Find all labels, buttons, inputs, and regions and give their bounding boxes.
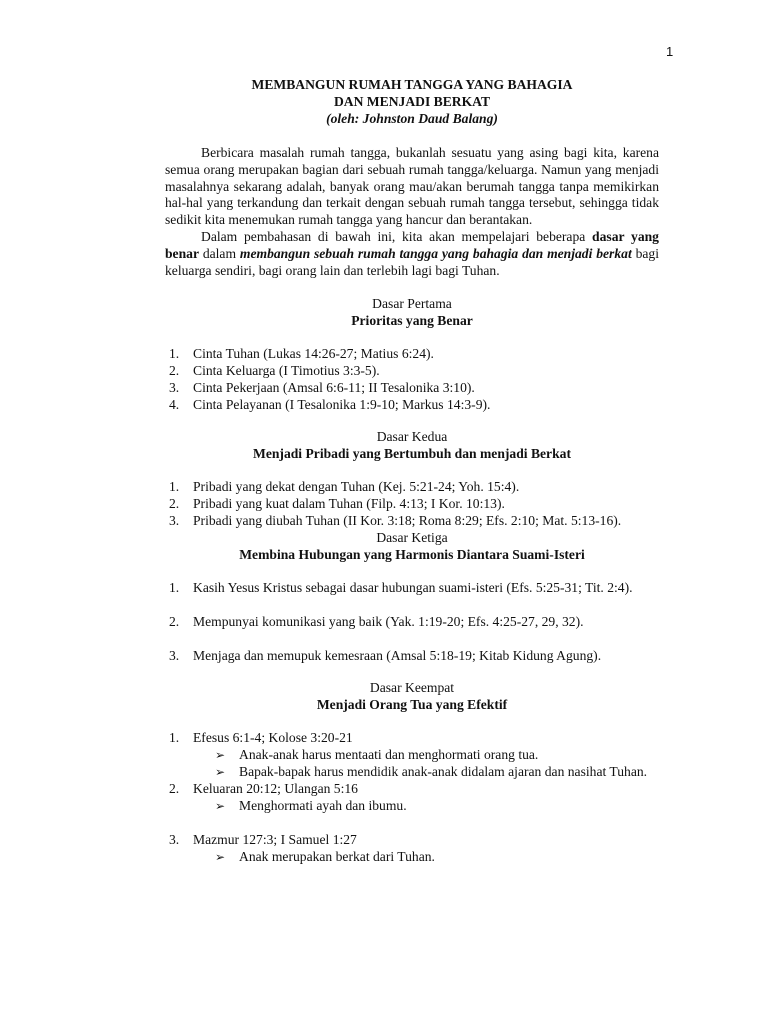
intro-emphasis: dasar yang benar [165,229,659,262]
section-heading [165,680,659,714]
section-title: Dasar Pertama [372,295,452,311]
list-text: Mempunyai komunikasi yang baik (Yak. 1:19-20; Efs. 4:25-27, 29, 32). [193,613,584,629]
document-title [165,77,659,128]
list-item [165,513,659,530]
intro-text: dalam [198,246,240,262]
section-list [165,580,659,665]
list-item [165,496,659,513]
section-list [165,479,659,530]
list-text: Pribadi yang kuat dalam Tuhan (Filp. 4:13; I Kor. 10:13). [193,496,505,512]
list-number: 4. [169,396,180,412]
list-item [165,614,659,631]
intro-paragraph-1: Berbicara masalah rumah tangga, bukanlah sesuatu yang asing bagi kita, karena semua orang merupakan bagian dari sebuah rumah tangga/keluarga. Namun yang menjadi masalahnya sekarang adalah, banyak orang mau/akan berumah tangga tanpa memikirkan hal-hal yang terkandung dan terkait dengan sebuah rumah tangga tersebut, sehingga tidak sedikit kita menemukan rumah tangga yang hancur dan berantakan. [165,144,659,228]
list-number: 1. [169,479,180,495]
title-line-1: MEMBANGUN RUMAH TANGGA YANG BAHAGIA [251,77,573,92]
list-text: Keluaran 20:12; Ulangan 5:16 [193,781,358,796]
list-item [165,479,659,496]
bullet-list [165,798,659,815]
list-item [165,648,659,665]
list-text: Menjaga dan memupuk kemesraan (Amsal 5:18-19; Kitab Kidung Agung). [193,647,602,663]
page-number: 1 [666,44,674,59]
list-text: Pribadi yang dekat dengan Tuhan (Kej. 5:21-24; Yoh. 15:4). [193,479,520,495]
list-item [165,781,659,798]
list-item [165,580,659,597]
list-number: 1. [169,579,180,595]
list-item [165,346,659,363]
bullet-item [215,798,659,815]
bullet-text: Bapak-bapak harus mendidik anak-anak didalam ajaran dan nasihat Tuhan. [239,764,648,780]
list-text: Cinta Pelayanan (I Tesalonika 1:9-10; Markus 14:3-9). [193,396,491,412]
list-item [165,730,659,747]
bullet-text: Menghormati ayah dan ibumu. [239,797,407,813]
list-number: 2. [169,362,180,378]
intro-text: Dalam pembahasan di bawah ini, kita akan mempelajari beberapa [201,229,593,245]
arrow-bullet-icon: ➢ [215,798,226,813]
list-item [165,832,659,849]
list-text: Kasih Yesus Kristus sebagai dasar hubungan suami-isteri (Efs. 5:25-31; Tit. 2:4). [193,579,633,595]
list-number: 3. [169,513,180,529]
section-heading [165,429,659,463]
intro-emphasis-italic: membangun sebuah rumah tangga yang bahagia dan menjadi berkat [239,246,632,262]
author-line: (oleh: Johnston Daud Balang) [326,110,498,126]
list-text: Cinta Pekerjaan (Amsal 6:6-11; II Tesalonika 3:10). [193,379,475,395]
list-text: Pribadi yang diubah Tuhan (II Kor. 3:18; Roma 8:29; Efs. 2:10; Mat. 5:13-16). [193,513,622,529]
bullet-item [215,849,659,866]
section-title: Dasar Ketiga [376,529,448,545]
title-line-2: DAN MENJADI BERKAT [333,93,491,109]
list-item [165,363,659,380]
bullet-text: Anak-anak harus mentaati dan menghormati orang tua. [239,747,539,763]
section-heading [165,296,659,330]
list-number: 1. [169,730,180,746]
list-text: Mazmur 127:3; I Samuel 1:27 [193,831,357,847]
list-number: 2. [169,496,180,512]
bullet-item [215,747,659,764]
list-number: 1. [169,345,180,361]
intro-text: bagi keluarga sendiri, bagi orang lain dan terlebih lagi bagi Tuhan. [165,246,659,279]
section-list [165,730,659,865]
section-subtitle: Menjadi Orang Tua yang Efektif [316,697,508,713]
list-number: 2. [169,613,180,629]
list-text: Cinta Tuhan (Lukas 14:26-27; Matius 6:24). [193,345,434,361]
intro-paragraph-2 [165,229,659,280]
section-subtitle: Prioritas yang Benar [351,312,473,328]
list-item [165,380,659,397]
section-subtitle: Menjadi Pribadi yang Bertumbuh dan menjadi Berkat [253,446,571,462]
sub-list-container [165,798,659,815]
section-heading [165,530,659,564]
section-list [165,346,659,414]
sub-list-container [165,849,659,866]
document-body [165,77,659,866]
sub-list-container [165,747,659,781]
list-item [165,397,659,414]
arrow-bullet-icon: ➢ [215,765,226,780]
list-number: 2. [169,781,180,796]
bullet-item [215,764,659,781]
section-subtitle: Membina Hubungan yang Harmonis Diantara Suami-Isteri [239,546,585,562]
list-text: Cinta Keluarga (I Timotius 3:3-5). [193,362,380,378]
list-number: 3. [169,379,180,395]
section-title: Dasar Keempat [369,680,455,696]
arrow-bullet-icon: ➢ [215,849,226,864]
section-title: Dasar Kedua [376,429,448,445]
bullet-list [165,747,659,781]
list-text: Efesus 6:1-4; Kolose 3:20-21 [193,730,353,746]
list-number: 3. [169,831,180,847]
arrow-bullet-icon: ➢ [215,748,226,763]
bullet-list [165,849,659,866]
bullet-text: Anak merupakan berkat dari Tuhan. [239,848,435,864]
list-number: 3. [169,647,180,663]
